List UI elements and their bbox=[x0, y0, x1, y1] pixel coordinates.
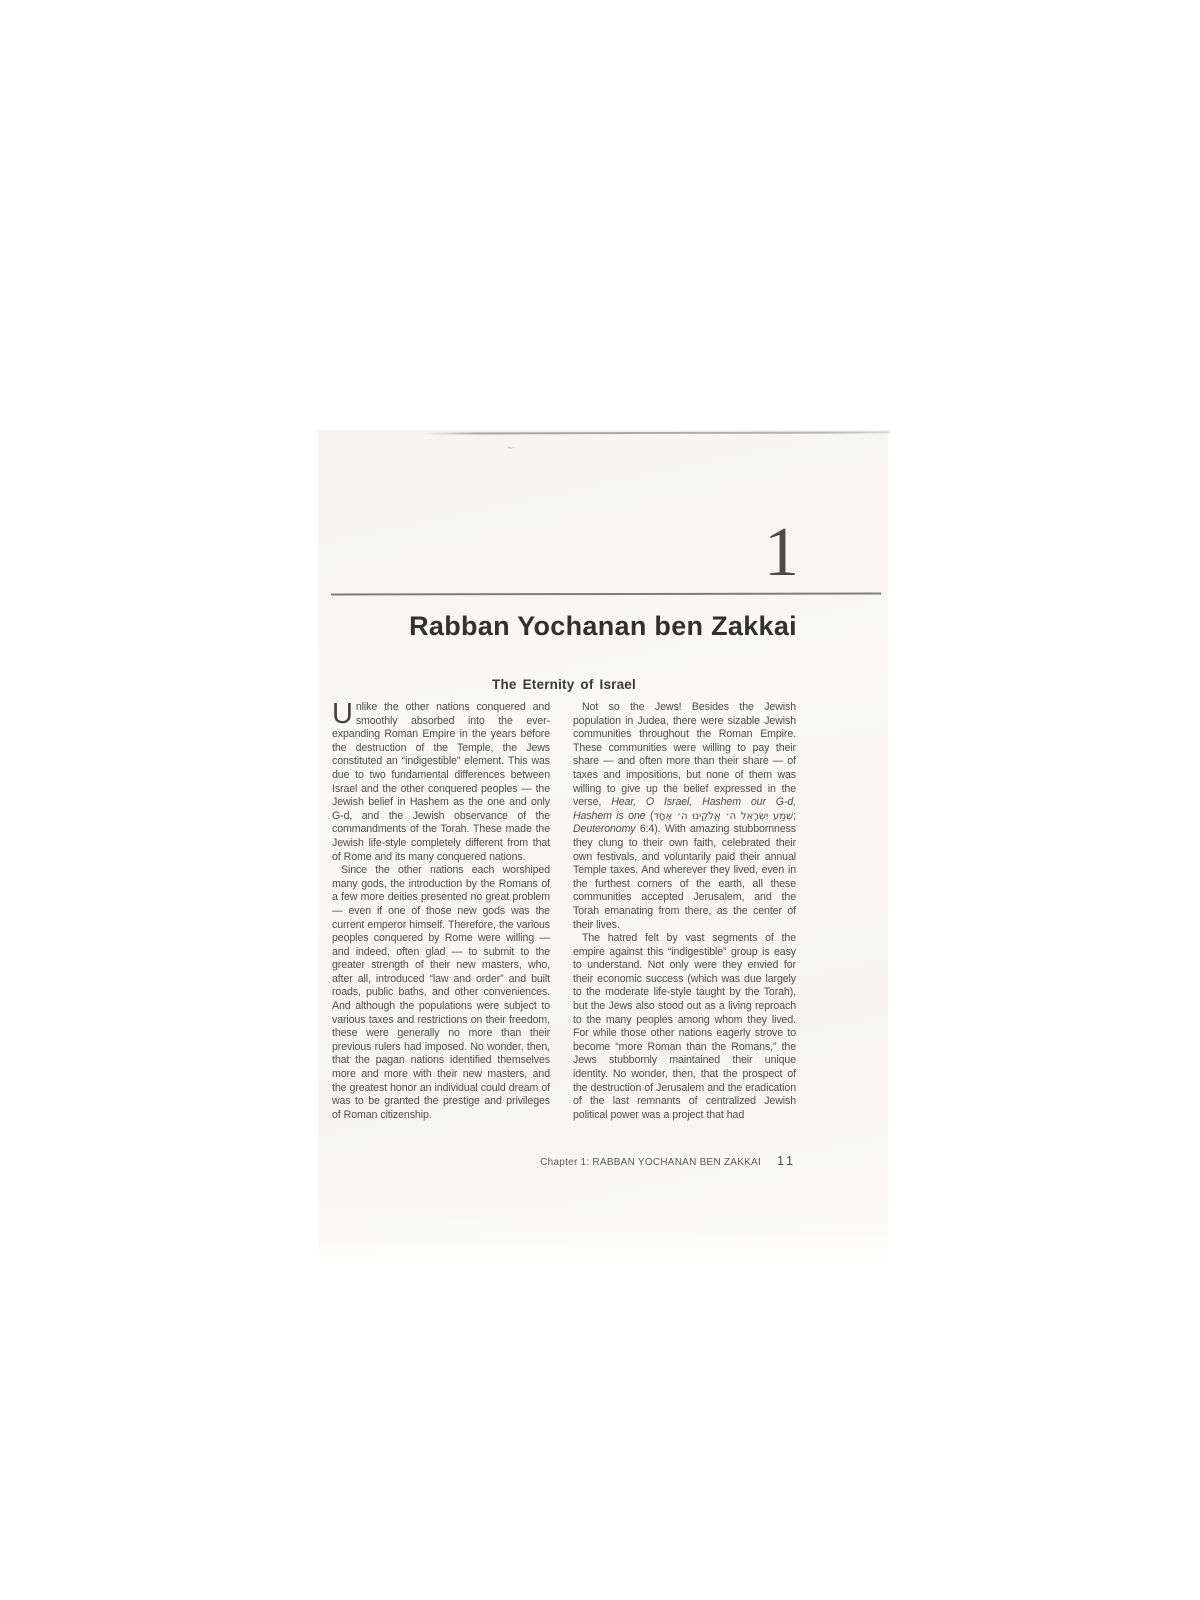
page-footer bbox=[540, 1154, 796, 1168]
paragraph-left-2: Since the other nations each worshiped many gods, the introduction by the Romans of a few more deities presented no great problem — even if one of those new gods was the current emperor himself. Therefore, the various peoples conquered by Rome were willing — and indeed, often glad — to submit to the greater strength of their new masters, who, after all, introduced “law and order” and built roads, public baths, and other conveniences. And although the populations were subject to various taxes and restrictions on their freedom, these were generally no more than their previous rulers had imposed. No wonder, then, that the pagan nations identified themselves more and more with their new masters, and the greatest honor an individual could dream of was to be granted the prestige and privileges of Roman citizenship. bbox=[332, 864, 550, 1121]
scan-artifact bbox=[507, 442, 516, 450]
drop-cap: U bbox=[332, 698, 353, 730]
left-column bbox=[332, 698, 550, 1122]
text-columns bbox=[332, 698, 797, 1122]
paragraph-right-1: Not so the Jews! Besides the Jewish population in Judea, there were sizable Jewish communities throughout the Roman Empire. These communities were willing to pay their share — and often more than their share — of taxes and impositions, but none of them was willing to give up the belief expressed in the verse, Hear, O Israel, Hashem our G-d, Hashem is one (שְׁמַע יִשְׂרָאֵל ה׳ אֱלֹקֵינוּ ה׳ אֶחָד; Deuteronomy 6:4). With amazing stubbornness they clung to their own faith, celebrated their own festivals, and voluntarily paid their annual Temple taxes. And wherever they lived, even in the furthest corners of the earth, all these communities accepted Jerusalem, and the Torah emanating from there, as the center of their lives. bbox=[573, 701, 797, 931]
chapter-title: Rabban Yochanan ben Zakkai bbox=[409, 611, 797, 641]
page-top-edge bbox=[423, 431, 890, 434]
chapter-number: 1 bbox=[764, 514, 799, 591]
section-heading: The Eternity of Israel bbox=[492, 677, 636, 692]
hebrew-verse: שְׁמַע יִשְׂרָאֵל ה׳ אֱלֹקֵינוּ ה׳ אֶחָד bbox=[653, 810, 794, 822]
book-page bbox=[318, 430, 888, 1290]
running-head: Chapter 1: RABBAN YOCHANAN BEN ZAKKAI bbox=[540, 1157, 762, 1168]
section-heading-row bbox=[332, 676, 796, 694]
chapter-rule bbox=[331, 593, 881, 596]
paragraph-left-1: Unlike the other nations conquered and smoothly absorbed into the ever-expanding Roman Empire in the years before the destruction of the Temple, the Jews constituted an “indigestible” element. This was due to two fundamental differences between Israel and the other conquered peoples — the Jewish belief in Hashem as the one and only G-d, and the Jewish observance of the commandments of the Torah. These made the Jewish life-style completely different from that of Rome and its many conquered nations. bbox=[332, 698, 550, 863]
page-number: 11 bbox=[777, 1154, 796, 1168]
paragraph-right-2: The hatred felt by vast segments of the empire against this “indigestible” group is easy to understand. Not only were they envied for their economic success (which was due largely to the moderate life-style taught by the Torah), but the Jews also stood out as a living reproach to the many peoples among whom they lived. For while those other nations eagerly strove to become “more Roman than the Romans,” the Jews stubbornly maintained their unique identity. No wonder, then, that the prospect of the destruction of Jerusalem and the eradication of the last remnants of centralized Jewish political power was a project that had bbox=[573, 932, 796, 1121]
page-bottom-fade bbox=[318, 1201, 888, 1291]
right-column bbox=[573, 701, 796, 1122]
